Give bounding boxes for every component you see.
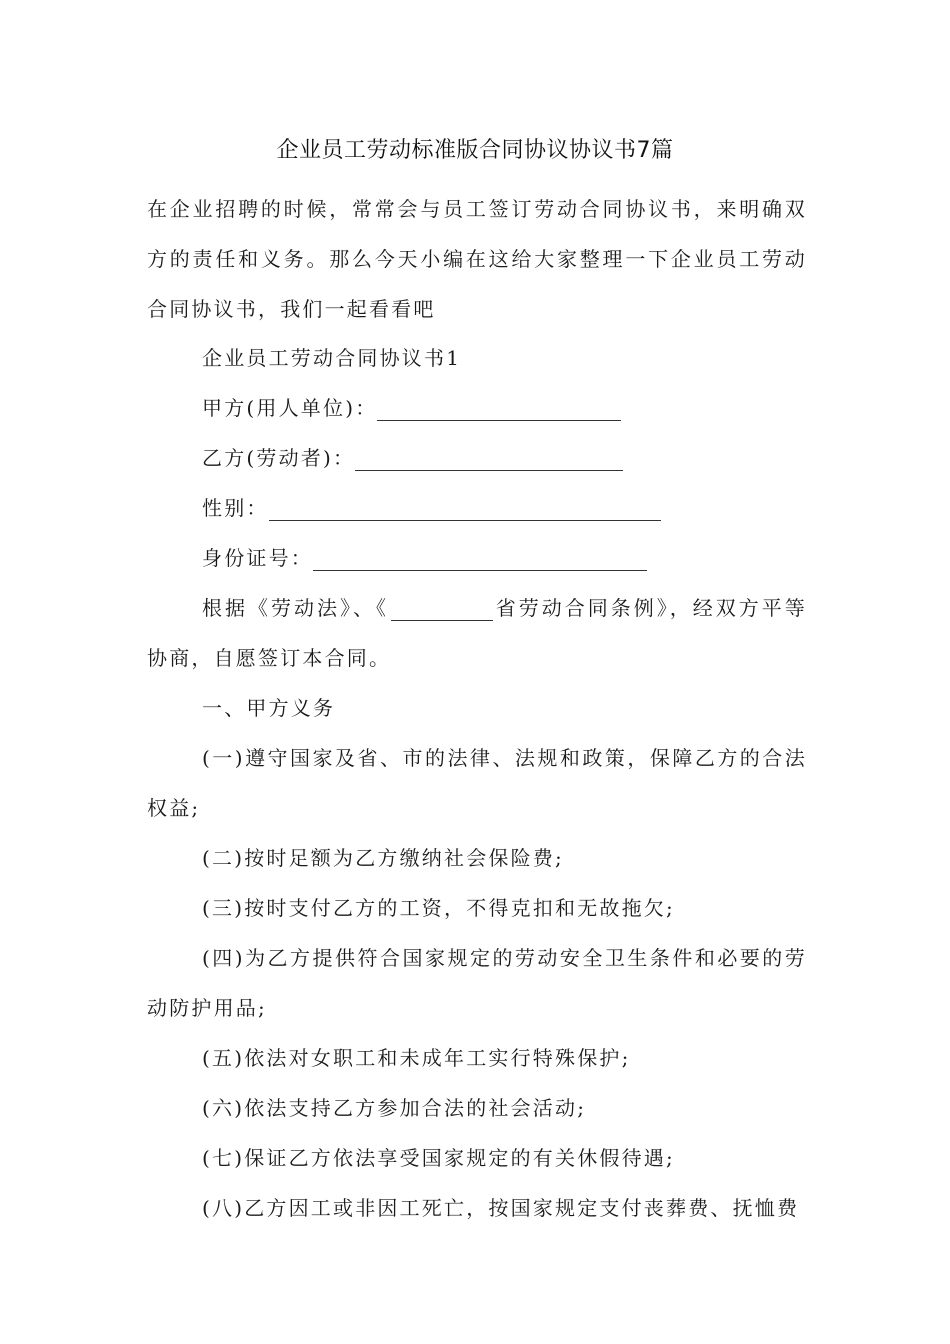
province-blank [391,598,493,621]
party-a-blank [377,398,621,421]
contract-heading: 企业员工劳动合同协议书1 [202,346,462,370]
section-one-title: 一、甲方义务 [202,696,336,720]
basis-paragraph [147,583,807,683]
obligation-item: (七)保证乙方依法享受国家规定的有关休假待遇; [202,1146,675,1170]
party-b-label: 乙方(劳动者)： [202,446,356,470]
contract-body [147,333,807,1233]
obligation-item: (二)按时足额为乙方缴纳社会保险费; [202,846,564,870]
obligation-item: (八)乙方因工或非因工死亡，按国家规定支付丧葬费、抚恤费 [202,1196,800,1220]
obligation-item: (三)按时支付乙方的工资，不得克扣和无故拖欠; [202,896,675,920]
party-b-line [147,433,807,483]
gender-line [147,483,807,533]
document-title: 企业员工劳动标准版合同协议协议书7篇 [276,138,674,163]
id-blank [313,548,647,571]
basis-suffix: 省劳动合同条例》，经双方平等协商，自愿签订本合同。 [147,596,807,670]
party-b-blank [355,448,623,471]
party-a-line [147,383,807,433]
intro-paragraph: 在企业招聘的时候，常常会与员工签订劳动合同协议书，来明确双方的责任和义务。那么今天小编在这给大家整理一下企业员工劳动合同协议书，我们一起看看吧 [147,197,807,321]
obligation-item: (五)依法对女职工和未成年工实行特殊保护; [202,1046,631,1070]
gender-label: 性别： [202,496,269,520]
obligation-item: (四)为乙方提供符合国家规定的劳动安全卫生条件和必要的劳动防护用品; [147,946,807,1020]
id-label: 身份证号： [202,546,313,570]
obligation-item: (一)遵守国家及省、市的法律、法规和政策，保障乙方的合法权益; [147,746,807,820]
obligation-item: (六)依法支持乙方参加合法的社会活动; [202,1096,587,1120]
gender-blank [269,498,661,521]
id-line [147,533,807,583]
basis-prefix: 根据《劳动法》、《 [202,596,389,620]
party-a-label: 甲方(用人单位)： [202,396,378,420]
